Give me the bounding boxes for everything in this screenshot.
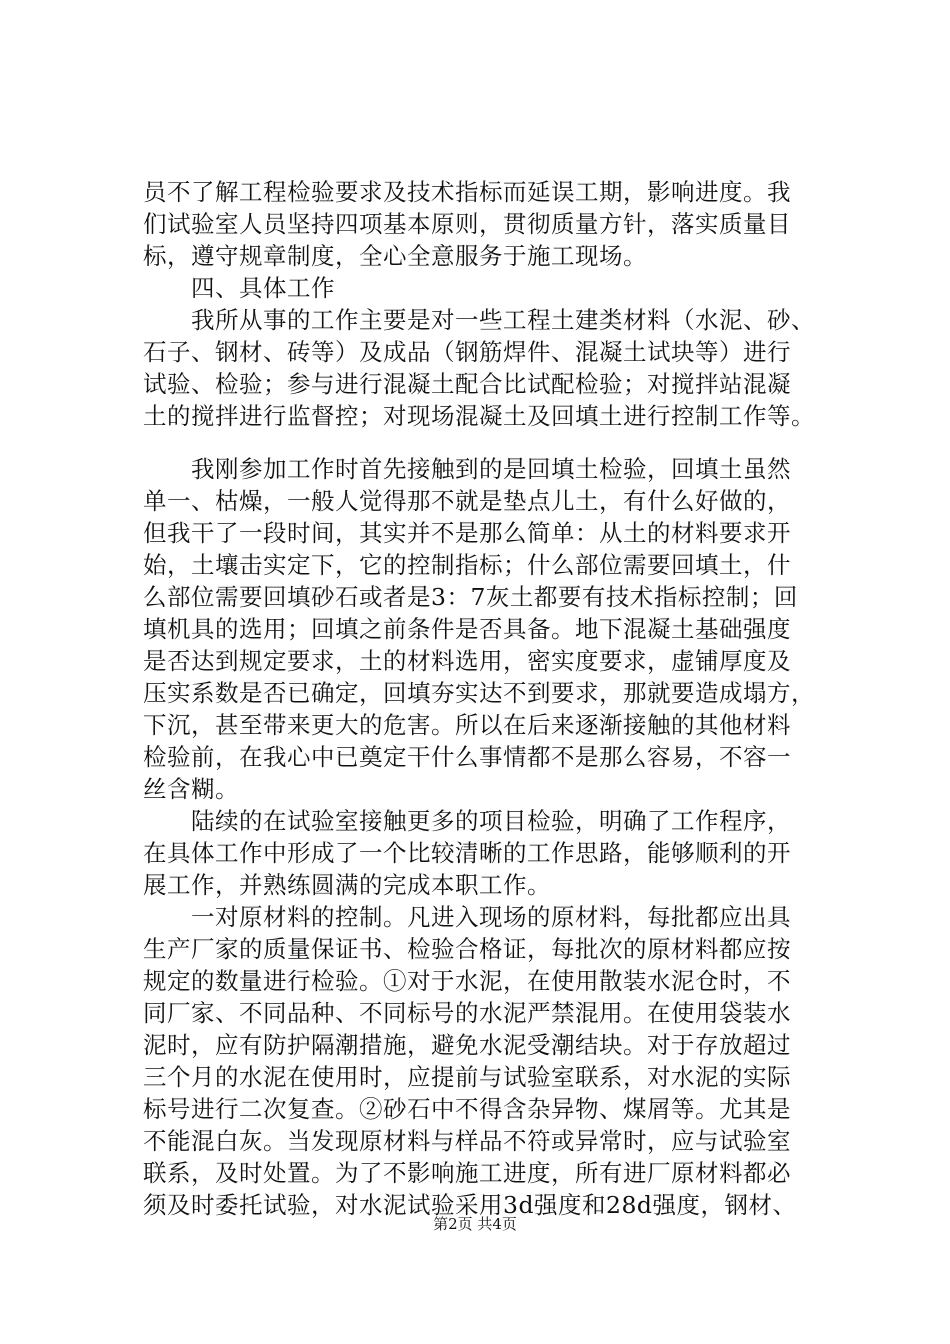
text-line: 三个月的水泥在使用时，应提前与试验室联系，对水泥的实际 [143,1063,791,1091]
text-line: 不能混白灰。当发现原材料与样品不符或异常时，应与试验室 [143,1127,791,1155]
text-line: 规定的数量进行检验。①对于水泥，在使用散装水泥仓时，不 [143,967,791,995]
text-line: 陆续的在试验室接触更多的项目检验，明确了工作程序， [143,807,791,835]
text-line: 一对原材料的控制。凡进入现场的原材料，每批都应出具 [143,903,791,931]
text-line: 是否达到规定要求，土的材料选用，密实度要求，虚铺厚度及 [143,647,791,675]
text-line: 展工作，并熟练圆满的完成本职工作。 [143,871,551,899]
text-line: 员不了解工程检验要求及技术指标而延误工期，影响进度。我 [143,178,791,206]
text-line: 填机具的选用；回填之前条件是否具备。地下混凝土基础强度 [143,615,791,643]
text-line: 么部位需要回填砂石或者是3：7灰土都要有技术指标控制；回 [143,583,798,611]
text-line: 下沉，甚至带来更大的危害。所以在后来逐渐接触的其他材料 [143,711,791,739]
text-line: 检验前，在我心中已奠定干什么事情都不是那么容易，不容一 [143,743,791,771]
text-line: 始，土壤击实定下，它的控制指标；什么部位需要回填土，什 [143,551,791,579]
section-heading: 四、具体工作 [143,274,335,302]
text-line: 我所从事的工作主要是对一些工程土建类材料（水泥、砂、 [143,306,815,334]
page-footer: 第2页 共4页 [433,1215,517,1233]
text-line: 们试验室人员坚持四项基本原则，贯彻质量方针，落实质量目 [143,210,791,238]
text-line: 同厂家、不同品种、不同标号的水泥严禁混用。在使用袋装水 [143,999,791,1027]
text-line: 联系，及时处置。为了不影响施工进度，所有进厂原材料都必 [143,1159,791,1187]
text-line: 土的搅拌进行监督控；对现场混凝土及回填土进行控制工作等。 [143,402,815,430]
text-line: 单一、枯燥，一般人觉得那不就是垫点儿土，有什么好做的， [143,487,791,515]
text-line: 我刚参加工作时首先接触到的是回填土检验，回填土虽然 [143,455,791,483]
text-line: 标，遵守规章制度，全心全意服务于施工现场。 [143,242,647,270]
text-line: 须及时委托试验，对水泥试验采用3d强度和28d强度，钢材、 [143,1191,797,1219]
text-line: 压实系数是否已确定，回填夯实达不到要求，那就要造成塌方， [143,679,815,707]
text-line: 泥时，应有防护隔潮措施，避免水泥受潮结块。对于存放超过 [143,1031,791,1059]
text-line: 丝含糊。 [143,775,239,803]
text-line: 石子、钢材、砖等）及成品（钢筋焊件、混凝土试块等）进行 [143,338,791,366]
text-line: 在具体工作中形成了一个比较清晰的工作思路，能够顺利的开 [143,839,791,867]
text-line: 但我干了一段时间，其实并不是那么简单：从土的材料要求开 [143,519,791,547]
text-line: 生产厂家的质量保证书、检验合格证，每批次的原材料都应按 [143,935,791,963]
text-line: 试验、检验；参与进行混凝土配合比试配检验；对搅拌站混凝 [143,370,791,398]
text-line: 标号进行二次复查。②砂石中不得含杂异物、煤屑等。尤其是 [143,1095,791,1123]
